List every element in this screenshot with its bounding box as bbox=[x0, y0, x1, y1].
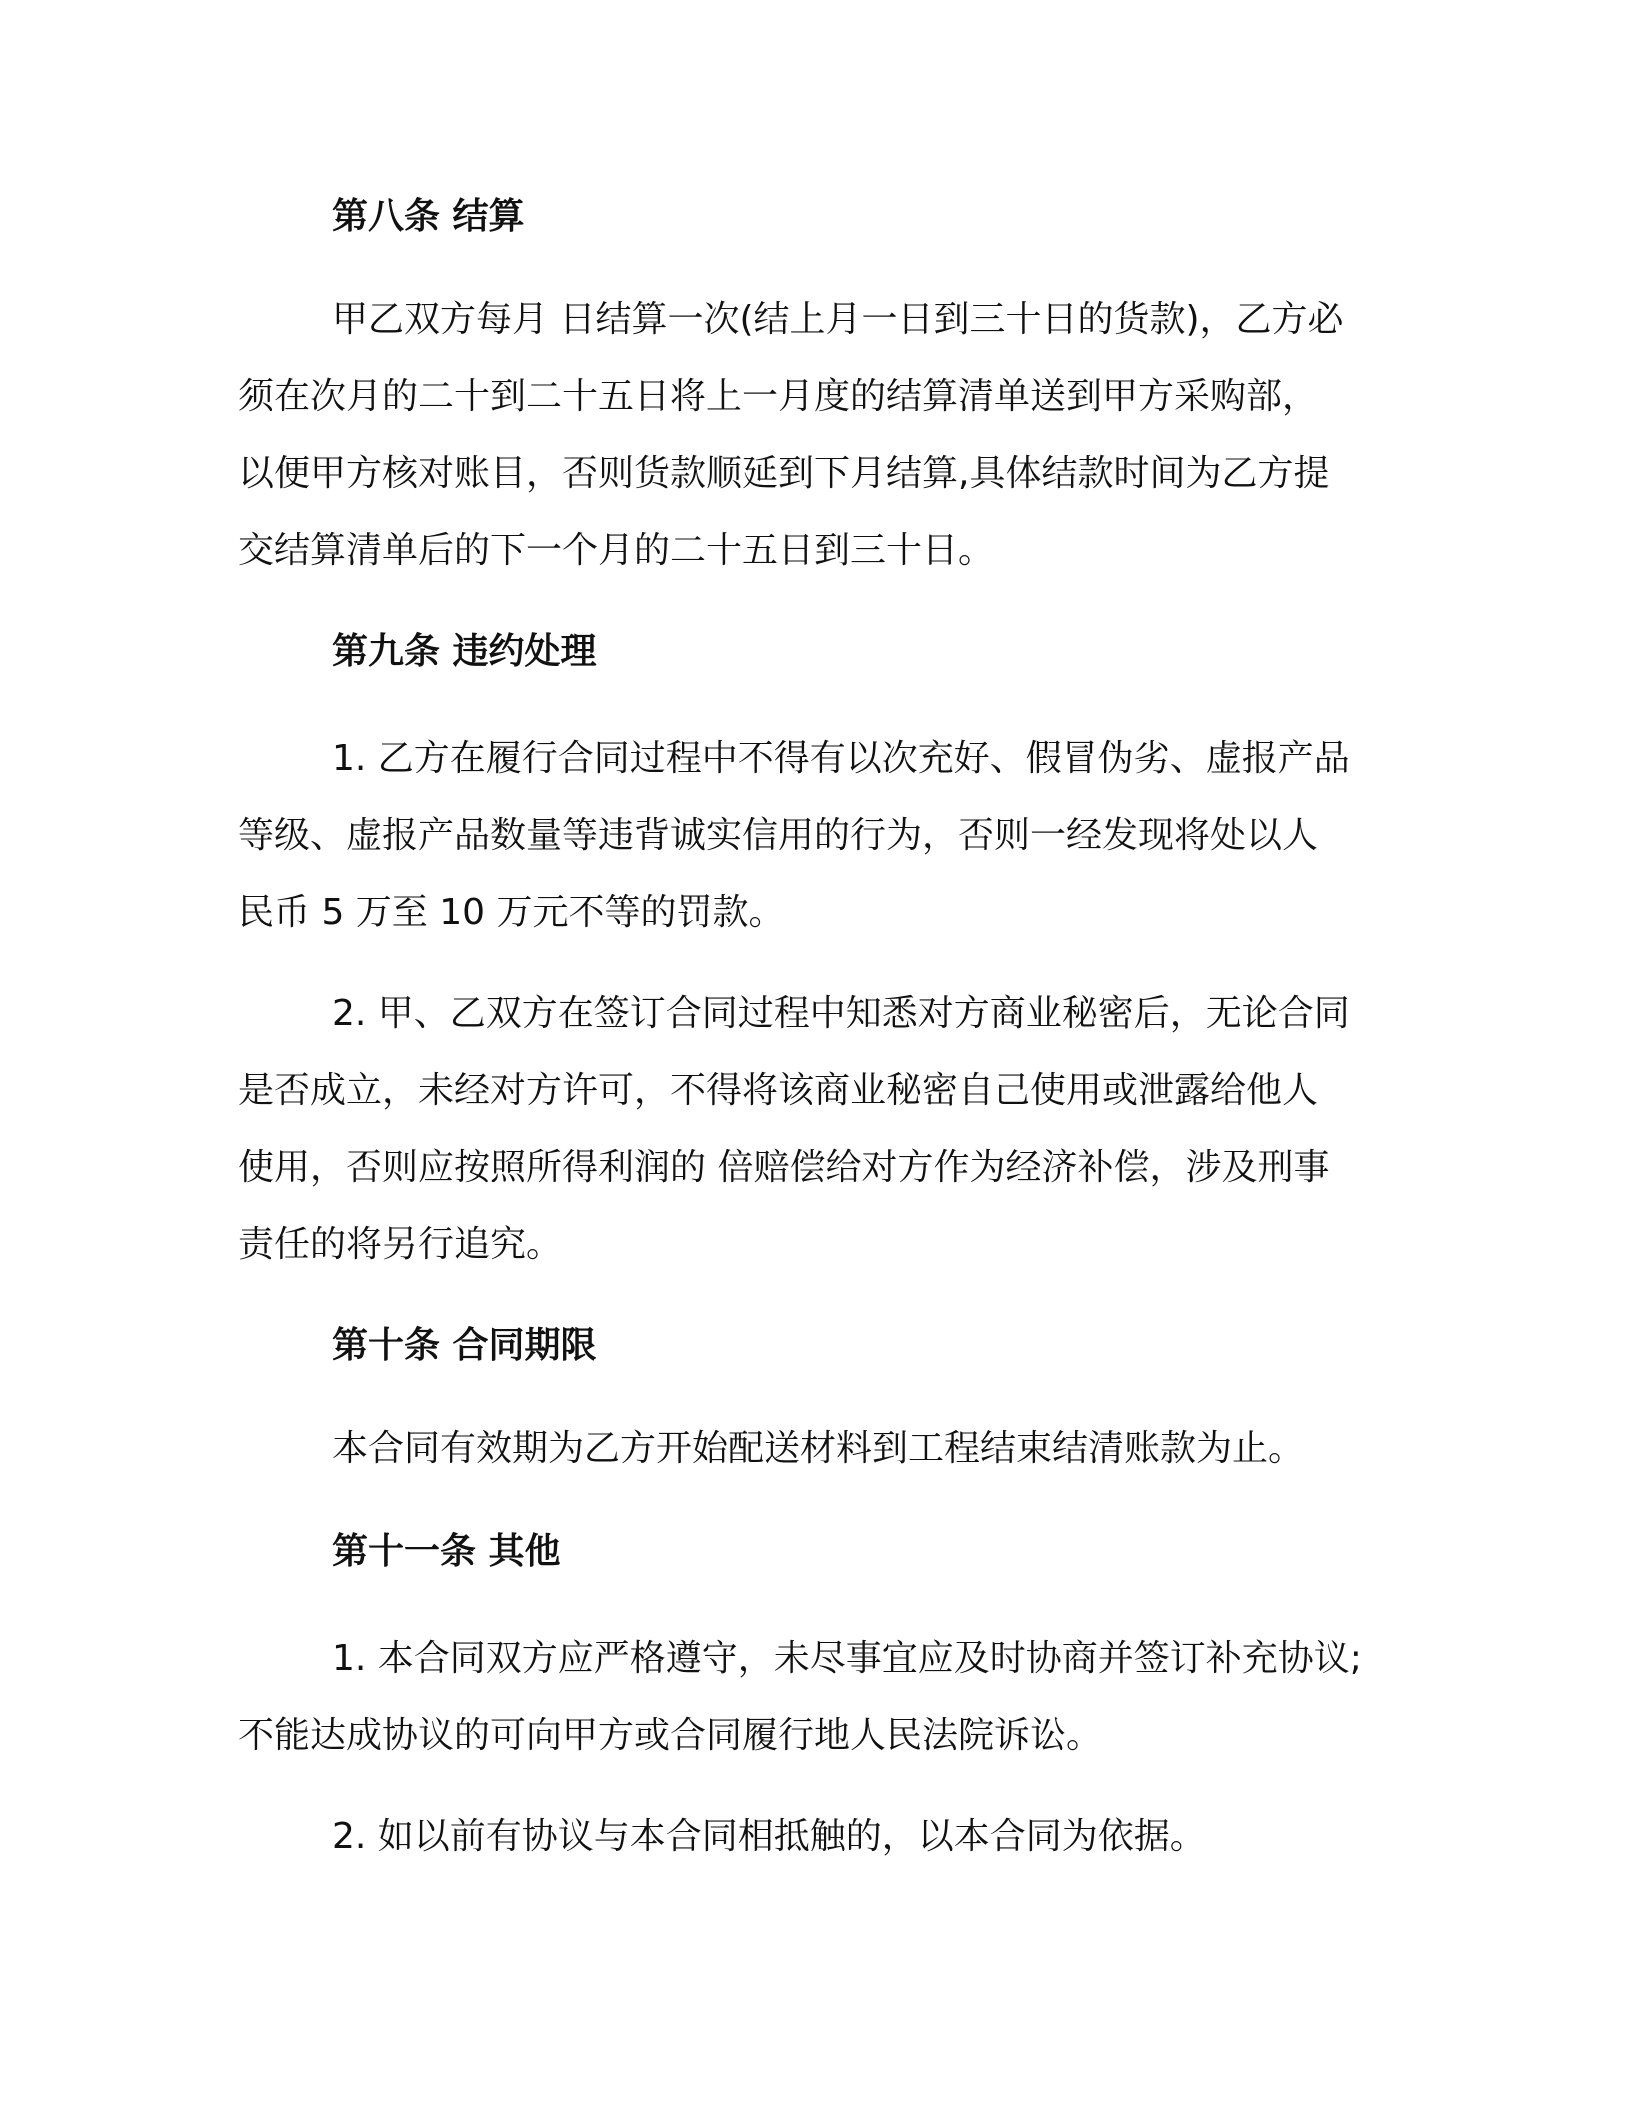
article-9-item-1-line-2: 等级、虚报产品数量等违背诚实信用的行为，否则一经发现将处以人 bbox=[238, 815, 1319, 856]
article-8-line-3: 以便甲方核对账目，否则货款顺延到下月结算,具体结款时间为乙方提 bbox=[238, 453, 1330, 494]
article-8-line-2: 须在次月的二十到二十五日将上一月度的结算清单送到甲方采购部， bbox=[238, 376, 1319, 417]
article-9-item-2-line-1: 2. 甲、乙双方在签订合同过程中知悉对方商业秘密后，无论合同 bbox=[332, 993, 1350, 1034]
article-8-line-1: 甲乙双方每月 日结算一次(结上月一日到三十日的货款)，乙方必 bbox=[332, 299, 1344, 340]
article-9-item-2-line-2: 是否成立，未经对方许可，不得将该商业秘密自己使用或泄露给他人 bbox=[238, 1070, 1319, 1111]
article-8-line-4: 交结算清单后的下一个月的二十五日到三十日。 bbox=[238, 530, 995, 571]
article-9-heading: 第九条 违约处理 bbox=[332, 631, 597, 672]
article-10-heading: 第十条 合同期限 bbox=[332, 1325, 597, 1366]
article-11-item-1-line-1: 1. 本合同双方应严格遵守，未尽事宜应及时协商并签订补充协议; bbox=[332, 1638, 1362, 1679]
article-11-heading: 第十一条 其他 bbox=[332, 1531, 561, 1572]
article-9-item-1-line-1: 1. 乙方在履行合同过程中不得有以次充好、假冒伪劣、虚报产品 bbox=[332, 738, 1350, 779]
article-9-item-2-line-3: 使用，否则应按照所得利润的 倍赔偿给对方作为经济补偿，涉及刑事 bbox=[238, 1147, 1330, 1188]
article-11-item-1-line-2: 不能达成协议的可向甲方或合同履行地人民法院诉讼。 bbox=[238, 1715, 1103, 1756]
article-9-item-1-line-3: 民币 5 万至 10 万元不等的罚款。 bbox=[238, 892, 785, 933]
article-10-line-1: 本合同有效期为乙方开始配送材料到工程结束结清账款为止。 bbox=[332, 1428, 1305, 1469]
article-11-item-2-line-1: 2. 如以前有协议与本合同相抵触的，以本合同为依据。 bbox=[332, 1816, 1206, 1857]
article-9-item-2-line-4: 责任的将另行追究。 bbox=[238, 1224, 563, 1265]
article-8-heading: 第八条 结算 bbox=[332, 196, 525, 237]
